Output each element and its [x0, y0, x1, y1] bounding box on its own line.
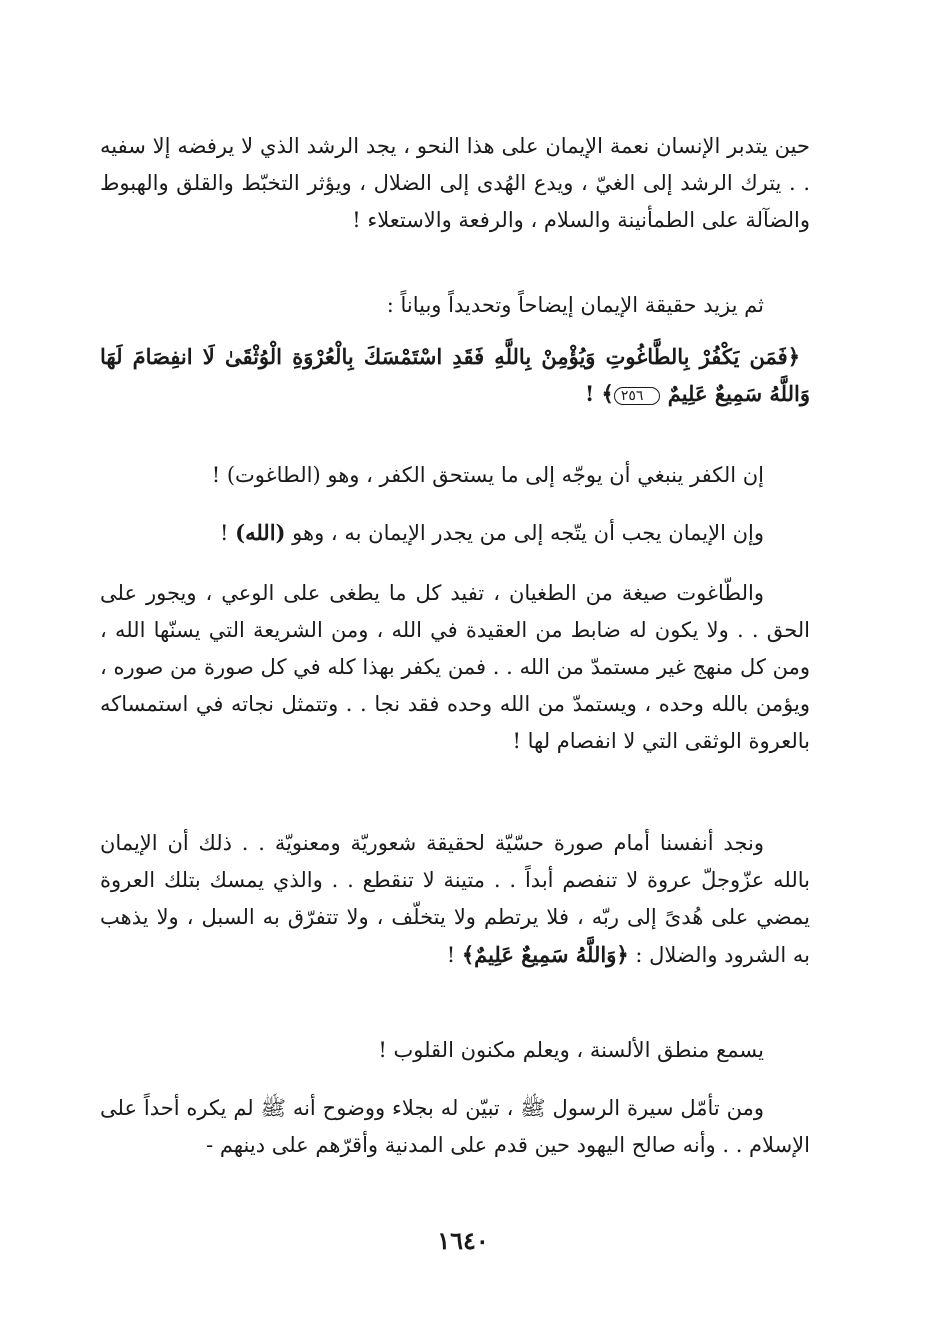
verse-close: ﴾ ! — [585, 381, 614, 406]
paragraph-1: حين يتدبر الإنسان نعمة الإيمان على هذا النحو ، يجد الرشد الذي لا يرفضه إلا سفيه . . يترك الرشد إلى الغيّ ، ويدع الهُدى إلى الضلال ، ويؤثر التخبّط والقلق والهبوط والضآلة على الطمأنينة والسلام ، والرفعة والاستعلاء ! — [100, 134, 810, 232]
paragraph-2: ثم يزيد حقيقة الإيمان إيضاحاً وتحديداً وبياناً : — [386, 293, 764, 317]
verse-number: ٢٥٦ — [614, 387, 661, 405]
paragraph-8: يسمع منطق الألسنة ، ويعلم مكنون القلوب ! — [378, 1038, 764, 1062]
paragraph-7-end: ! — [446, 943, 462, 967]
paragraph-7 — [100, 825, 810, 974]
paragraph-4: إن الكفر ينبغي أن يوجّه إلى ما يستحق الكفر ، وهو (الطاغوت) ! — [211, 463, 764, 487]
verse-text: ﴿فَمَن يَكْفُرْ بِالطَّاغُوتِ وَيُؤْمِنْ بِاللَّهِ فَقَدِ اسْتَمْسَكَ بِالْعُرْوَةِ الْوُثْقَىٰ لَا انفِصَامَ لَهَا وَاللَّهُ سَمِيعٌ عَلِيمٌ — [100, 344, 810, 406]
verse-quote: ﴿وَاللَّهُ سَمِيعٌ عَلِيمٌ﴾ — [461, 942, 629, 967]
quran-verse — [100, 338, 810, 412]
paragraph-6: والطّاغوت صيغة من الطغيان ، تفيد كل ما يطغى على الوعي ، ويجور على الحق . . ولا يكون له ضابط من العقيدة في الله ، ومن الشريعة التي يسنّها الله ، ومن كل منهج غير مستمدّ من الله . . فمن يكفر بهذا كله في كل صورة من صوره ، ويؤمن بالله وحده ، ويستمدّ من الله وحده فقد نجا . . وتتمثل نجاته في استمساكه بالعروة الوثقى التي لا انفصام لها ! — [100, 581, 810, 753]
page-number: ١٦٤٠ — [437, 1226, 489, 1255]
paragraph-9: ومن تأمّل سيرة الرسول ﷺ ، تبيّن له بجلاء ووضوح أنه ﷺ لم يكره أحداً على الإسلام . . وأنه صالح اليهود حين قدم على المدنية وأقرّهم على دينهم - — [100, 1096, 810, 1157]
allah-word: (الله) — [235, 520, 286, 545]
paragraph-7-text: ونجد أنفسنا أمام صورة حسّيّة لحقيقة شعوريّة ومعنويّة . . ذلك أن الإيمان بالله عزّوجلّ عروة لا تنفصم أبداً . . متينة لا تنقطع . . والذي يمسك بتلك العروة يمضي على هُدىً إلى ربّه ، فلا يرتطم ولا يتخلّف ، ولا تتفرّق به السبل ، ولا يذهب به الشرود والضلال : — [100, 831, 810, 967]
paragraph-5-end: ! — [220, 521, 236, 545]
paragraph-5-text: وإن الإيمان يجب أن يتّجه إلى من يجدر الإيمان به ، وهو — [292, 521, 764, 545]
paragraph-5 — [100, 514, 810, 552]
